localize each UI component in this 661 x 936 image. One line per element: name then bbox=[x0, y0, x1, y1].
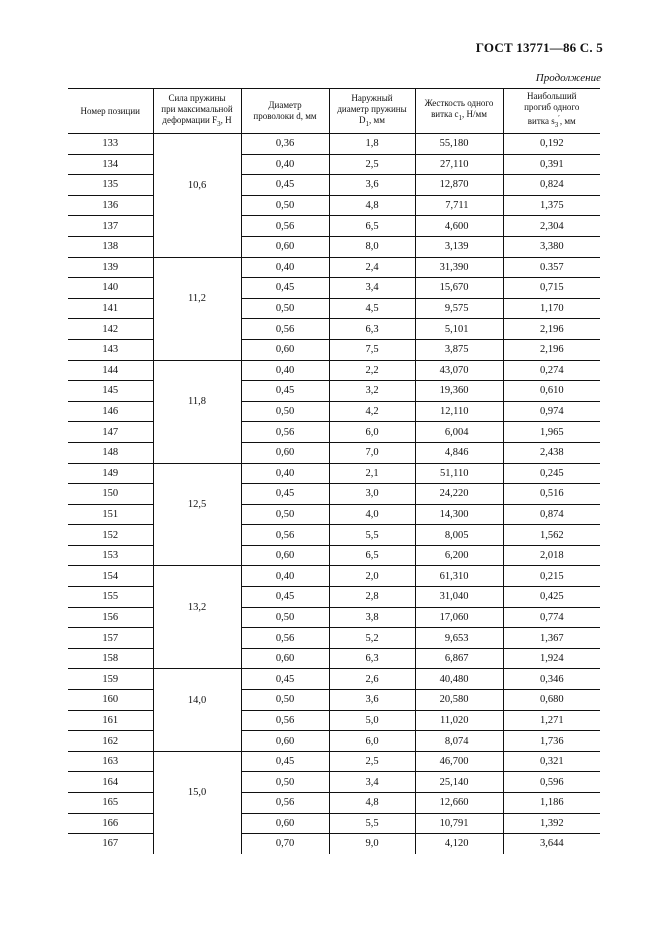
cell-outer-diameter: 3,4 bbox=[329, 772, 415, 793]
cell-position: 153 bbox=[68, 545, 153, 566]
cell-stiffness: 25,140 bbox=[415, 772, 503, 793]
table-row bbox=[68, 298, 600, 319]
cell-wire-diameter: 0,60 bbox=[241, 545, 329, 566]
cell-stiffness: 40,480 bbox=[415, 669, 503, 690]
cell-position: 155 bbox=[68, 587, 153, 608]
cell-position: 156 bbox=[68, 607, 153, 628]
cell-stiffness: 19,360 bbox=[415, 381, 503, 402]
cell-stiffness: 4,600 bbox=[415, 216, 503, 237]
cell-deflection: 0,610 bbox=[503, 381, 600, 402]
table-row bbox=[68, 257, 600, 278]
table-row bbox=[68, 648, 600, 669]
cell-deflection: 1,271 bbox=[503, 710, 600, 731]
cell-deflection: 0,774 bbox=[503, 607, 600, 628]
cell-position: 144 bbox=[68, 360, 153, 381]
cell-outer-diameter: 2,4 bbox=[329, 257, 415, 278]
cell-outer-diameter: 9,0 bbox=[329, 834, 415, 854]
table-row bbox=[68, 731, 600, 752]
cell-outer-diameter: 7,0 bbox=[329, 442, 415, 463]
cell-outer-diameter: 3,8 bbox=[329, 607, 415, 628]
table-row bbox=[68, 772, 600, 793]
cell-position: 166 bbox=[68, 813, 153, 834]
col-header-position: Номер позиции bbox=[68, 89, 153, 134]
cell-wire-diameter: 0,45 bbox=[241, 278, 329, 299]
table-row bbox=[68, 669, 600, 690]
col-header-wire-diameter: Диаметр проволоки d, мм bbox=[241, 89, 329, 134]
cell-position: 159 bbox=[68, 669, 153, 690]
cell-outer-diameter: 2,1 bbox=[329, 463, 415, 484]
cell-outer-diameter: 5,5 bbox=[329, 813, 415, 834]
cell-wire-diameter: 0,50 bbox=[241, 504, 329, 525]
cell-stiffness: 61,310 bbox=[415, 566, 503, 587]
cell-wire-diameter: 0,45 bbox=[241, 669, 329, 690]
cell-outer-diameter: 6,5 bbox=[329, 216, 415, 237]
cell-outer-diameter: 8,0 bbox=[329, 236, 415, 257]
cell-position: 160 bbox=[68, 690, 153, 711]
cell-stiffness: 6,200 bbox=[415, 545, 503, 566]
cell-stiffness: 3,139 bbox=[415, 236, 503, 257]
cell-wire-diameter: 0,56 bbox=[241, 793, 329, 814]
cell-wire-diameter: 0,50 bbox=[241, 690, 329, 711]
cell-deflection: 0,974 bbox=[503, 401, 600, 422]
cell-position: 150 bbox=[68, 484, 153, 505]
table-row bbox=[68, 195, 600, 216]
cell-stiffness: 9,653 bbox=[415, 628, 503, 649]
cell-position: 141 bbox=[68, 298, 153, 319]
cell-position: 137 bbox=[68, 216, 153, 237]
cell-deflection: 2,304 bbox=[503, 216, 600, 237]
cell-wire-diameter: 0,60 bbox=[241, 731, 329, 752]
table-row bbox=[68, 134, 600, 155]
cell-deflection: 1,367 bbox=[503, 628, 600, 649]
cell-position: 146 bbox=[68, 401, 153, 422]
cell-wire-diameter: 0,36 bbox=[241, 134, 329, 155]
cell-deflection: 0.357 bbox=[503, 257, 600, 278]
table-row bbox=[68, 710, 600, 731]
cell-deflection: 0,346 bbox=[503, 669, 600, 690]
cell-force: 12,5 bbox=[153, 463, 241, 566]
cell-stiffness: 11,020 bbox=[415, 710, 503, 731]
cell-wire-diameter: 0,60 bbox=[241, 236, 329, 257]
cell-position: 163 bbox=[68, 751, 153, 772]
cell-outer-diameter: 5,5 bbox=[329, 525, 415, 546]
table-row bbox=[68, 381, 600, 402]
cell-wire-diameter: 0,60 bbox=[241, 648, 329, 669]
table-row bbox=[68, 504, 600, 525]
cell-outer-diameter: 3,4 bbox=[329, 278, 415, 299]
cell-outer-diameter: 4,0 bbox=[329, 504, 415, 525]
cell-wire-diameter: 0,60 bbox=[241, 442, 329, 463]
cell-position: 138 bbox=[68, 236, 153, 257]
cell-deflection: 0,516 bbox=[503, 484, 600, 505]
cell-wire-diameter: 0,45 bbox=[241, 381, 329, 402]
cell-deflection: 1,170 bbox=[503, 298, 600, 319]
table-row bbox=[68, 154, 600, 175]
spring-parameters-table bbox=[68, 88, 600, 854]
cell-position: 133 bbox=[68, 134, 153, 155]
table-row bbox=[68, 607, 600, 628]
cell-stiffness: 55,180 bbox=[415, 134, 503, 155]
cell-wire-diameter: 0,40 bbox=[241, 360, 329, 381]
cell-position: 142 bbox=[68, 319, 153, 340]
table-row bbox=[68, 793, 600, 814]
cell-outer-diameter: 3,6 bbox=[329, 690, 415, 711]
cell-wire-diameter: 0,40 bbox=[241, 566, 329, 587]
cell-deflection: 1,186 bbox=[503, 793, 600, 814]
cell-wire-diameter: 0,45 bbox=[241, 484, 329, 505]
cell-outer-diameter: 4,8 bbox=[329, 793, 415, 814]
cell-wire-diameter: 0,56 bbox=[241, 422, 329, 443]
cell-outer-diameter: 3,6 bbox=[329, 175, 415, 196]
cell-wire-diameter: 0,70 bbox=[241, 834, 329, 854]
cell-stiffness: 6,004 bbox=[415, 422, 503, 443]
cell-stiffness: 4,846 bbox=[415, 442, 503, 463]
cell-deflection: 3,380 bbox=[503, 236, 600, 257]
cell-outer-diameter: 3,2 bbox=[329, 381, 415, 402]
cell-position: 149 bbox=[68, 463, 153, 484]
cell-position: 161 bbox=[68, 710, 153, 731]
cell-wire-diameter: 0,56 bbox=[241, 216, 329, 237]
cell-outer-diameter: 5,2 bbox=[329, 628, 415, 649]
cell-stiffness: 5,101 bbox=[415, 319, 503, 340]
cell-wire-diameter: 0,45 bbox=[241, 587, 329, 608]
cell-force: 14,0 bbox=[153, 669, 241, 751]
cell-deflection: 1,924 bbox=[503, 648, 600, 669]
table-row bbox=[68, 278, 600, 299]
cell-outer-diameter: 2,5 bbox=[329, 751, 415, 772]
col-header-deflection: Наибольший прогиб одного витка $s_3'$, мм bbox=[503, 89, 600, 134]
cell-position: 147 bbox=[68, 422, 153, 443]
cell-wire-diameter: 0,40 bbox=[241, 154, 329, 175]
cell-deflection: 0,274 bbox=[503, 360, 600, 381]
cell-wire-diameter: 0,56 bbox=[241, 710, 329, 731]
cell-force: 15,0 bbox=[153, 751, 241, 853]
cell-stiffness: 3,875 bbox=[415, 339, 503, 360]
table-row bbox=[68, 401, 600, 422]
cell-deflection: 2,018 bbox=[503, 545, 600, 566]
cell-force: 10,6 bbox=[153, 134, 241, 258]
cell-position: 139 bbox=[68, 257, 153, 278]
cell-deflection: 0,245 bbox=[503, 463, 600, 484]
cell-deflection: 0,215 bbox=[503, 566, 600, 587]
cell-outer-diameter: 6,0 bbox=[329, 422, 415, 443]
cell-stiffness: 8,074 bbox=[415, 731, 503, 752]
cell-deflection: 2,196 bbox=[503, 319, 600, 340]
cell-stiffness: 17,060 bbox=[415, 607, 503, 628]
cell-stiffness: 20,580 bbox=[415, 690, 503, 711]
cell-deflection: 1,736 bbox=[503, 731, 600, 752]
cell-deflection: 0,680 bbox=[503, 690, 600, 711]
cell-stiffness: 10,791 bbox=[415, 813, 503, 834]
cell-outer-diameter: 4,5 bbox=[329, 298, 415, 319]
table-row bbox=[68, 813, 600, 834]
cell-outer-diameter: 3,0 bbox=[329, 484, 415, 505]
cell-wire-diameter: 0,45 bbox=[241, 751, 329, 772]
table-row bbox=[68, 525, 600, 546]
table-row bbox=[68, 360, 600, 381]
table-row bbox=[68, 628, 600, 649]
cell-deflection: 1,375 bbox=[503, 195, 600, 216]
cell-wire-diameter: 0,60 bbox=[241, 813, 329, 834]
cell-outer-diameter: 4,2 bbox=[329, 401, 415, 422]
table-row bbox=[68, 216, 600, 237]
table-row bbox=[68, 690, 600, 711]
cell-position: 148 bbox=[68, 442, 153, 463]
table-row bbox=[68, 319, 600, 340]
cell-deflection: 1,965 bbox=[503, 422, 600, 443]
cell-deflection: 0,425 bbox=[503, 587, 600, 608]
table-row bbox=[68, 484, 600, 505]
cell-position: 154 bbox=[68, 566, 153, 587]
cell-stiffness: 9,575 bbox=[415, 298, 503, 319]
cell-stiffness: 12,870 bbox=[415, 175, 503, 196]
table-row bbox=[68, 834, 600, 854]
cell-wire-diameter: 0,50 bbox=[241, 195, 329, 216]
cell-deflection: 0,874 bbox=[503, 504, 600, 525]
cell-position: 143 bbox=[68, 339, 153, 360]
cell-stiffness: 4,120 bbox=[415, 834, 503, 854]
cell-position: 136 bbox=[68, 195, 153, 216]
table-row bbox=[68, 422, 600, 443]
cell-position: 165 bbox=[68, 793, 153, 814]
cell-deflection: 0,824 bbox=[503, 175, 600, 196]
cell-wire-diameter: 0,45 bbox=[241, 175, 329, 196]
cell-outer-diameter: 6,3 bbox=[329, 648, 415, 669]
cell-deflection: 0,192 bbox=[503, 134, 600, 155]
cell-position: 135 bbox=[68, 175, 153, 196]
col-header-outer-diameter: Наружный диаметр пружины $D_1$, мм bbox=[329, 89, 415, 134]
cell-force: 11,8 bbox=[153, 360, 241, 463]
cell-deflection: 0,715 bbox=[503, 278, 600, 299]
page-header: ГОСТ 13771—86 С. 5 bbox=[475, 40, 603, 55]
cell-wire-diameter: 0,50 bbox=[241, 298, 329, 319]
table-row bbox=[68, 566, 600, 587]
cell-deflection: 3,644 bbox=[503, 834, 600, 854]
cell-outer-diameter: 6,5 bbox=[329, 545, 415, 566]
cell-position: 157 bbox=[68, 628, 153, 649]
cell-outer-diameter: 2,2 bbox=[329, 360, 415, 381]
cell-deflection: 0,391 bbox=[503, 154, 600, 175]
cell-wire-diameter: 0,50 bbox=[241, 607, 329, 628]
cell-position: 134 bbox=[68, 154, 153, 175]
cell-stiffness: 14,300 bbox=[415, 504, 503, 525]
cell-stiffness: 31,390 bbox=[415, 257, 503, 278]
cell-wire-diameter: 0,50 bbox=[241, 401, 329, 422]
cell-stiffness: 46,700 bbox=[415, 751, 503, 772]
cell-position: 158 bbox=[68, 648, 153, 669]
cell-deflection: 2,196 bbox=[503, 339, 600, 360]
table-row bbox=[68, 236, 600, 257]
cell-wire-diameter: 0,56 bbox=[241, 628, 329, 649]
cell-position: 167 bbox=[102, 838, 119, 850]
cell-stiffness: 15,670 bbox=[415, 278, 503, 299]
table-row bbox=[68, 463, 600, 484]
cell-stiffness: 12,110 bbox=[415, 401, 503, 422]
table-row bbox=[68, 545, 600, 566]
table-row bbox=[68, 442, 600, 463]
cell-stiffness: 24,220 bbox=[415, 484, 503, 505]
cell-stiffness: 12,660 bbox=[415, 793, 503, 814]
table-row bbox=[68, 339, 600, 360]
cell-deflection: 2,438 bbox=[503, 442, 600, 463]
cell-outer-diameter: 5,0 bbox=[329, 710, 415, 731]
cell-stiffness: 51,110 bbox=[415, 463, 503, 484]
cell-wire-diameter: 0,40 bbox=[241, 257, 329, 278]
cell-wire-diameter: 0,56 bbox=[241, 525, 329, 546]
cell-outer-diameter: 2,0 bbox=[329, 566, 415, 587]
cell-wire-diameter: 0,40 bbox=[241, 463, 329, 484]
cell-position: 145 bbox=[68, 381, 153, 402]
cell-outer-diameter: 4,8 bbox=[329, 195, 415, 216]
table-row bbox=[68, 751, 600, 772]
continuation-label: Продолжение bbox=[535, 72, 601, 84]
cell-wire-diameter: 0,56 bbox=[241, 319, 329, 340]
table-header-row bbox=[68, 89, 600, 134]
cell-stiffness: 6,867 bbox=[415, 648, 503, 669]
cell-stiffness: 7,711 bbox=[415, 195, 503, 216]
cell-position: 140 bbox=[68, 278, 153, 299]
cell-position: 164 bbox=[68, 772, 153, 793]
col-header-force: Сила пружины при максимальной деформации $F_3$, Н bbox=[153, 89, 241, 134]
cell-outer-diameter: 2,6 bbox=[329, 669, 415, 690]
cell-outer-diameter: 1,8 bbox=[329, 134, 415, 155]
cell-stiffness: 8,005 bbox=[415, 525, 503, 546]
col-header-stiffness: Жесткость одного витка $c_1$, Н/мм bbox=[415, 89, 503, 134]
cell-stiffness: 31,040 bbox=[415, 587, 503, 608]
cell-force: 13,2 bbox=[153, 566, 241, 669]
cell-stiffness: 27,110 bbox=[415, 154, 503, 175]
cell-wire-diameter: 0,50 bbox=[241, 772, 329, 793]
cell-outer-diameter: 2,8 bbox=[329, 587, 415, 608]
cell-force: 11,2 bbox=[153, 257, 241, 360]
cell-deflection: 1,392 bbox=[503, 813, 600, 834]
cell-deflection: 1,562 bbox=[503, 525, 600, 546]
table-body bbox=[68, 134, 600, 854]
cell-position: 151 bbox=[68, 504, 153, 525]
cell-outer-diameter: 6,0 bbox=[329, 731, 415, 752]
cell-position: 152 bbox=[68, 525, 153, 546]
cell-position: 162 bbox=[68, 731, 153, 752]
table-row bbox=[68, 587, 600, 608]
cell-deflection: 0,321 bbox=[503, 751, 600, 772]
cell-stiffness: 43,070 bbox=[415, 360, 503, 381]
cell-outer-diameter: 6,3 bbox=[329, 319, 415, 340]
table-row bbox=[68, 175, 600, 196]
cell-wire-diameter: 0,60 bbox=[241, 339, 329, 360]
cell-outer-diameter: 2,5 bbox=[329, 154, 415, 175]
cell-deflection: 0,596 bbox=[503, 772, 600, 793]
cell-outer-diameter: 7,5 bbox=[329, 339, 415, 360]
